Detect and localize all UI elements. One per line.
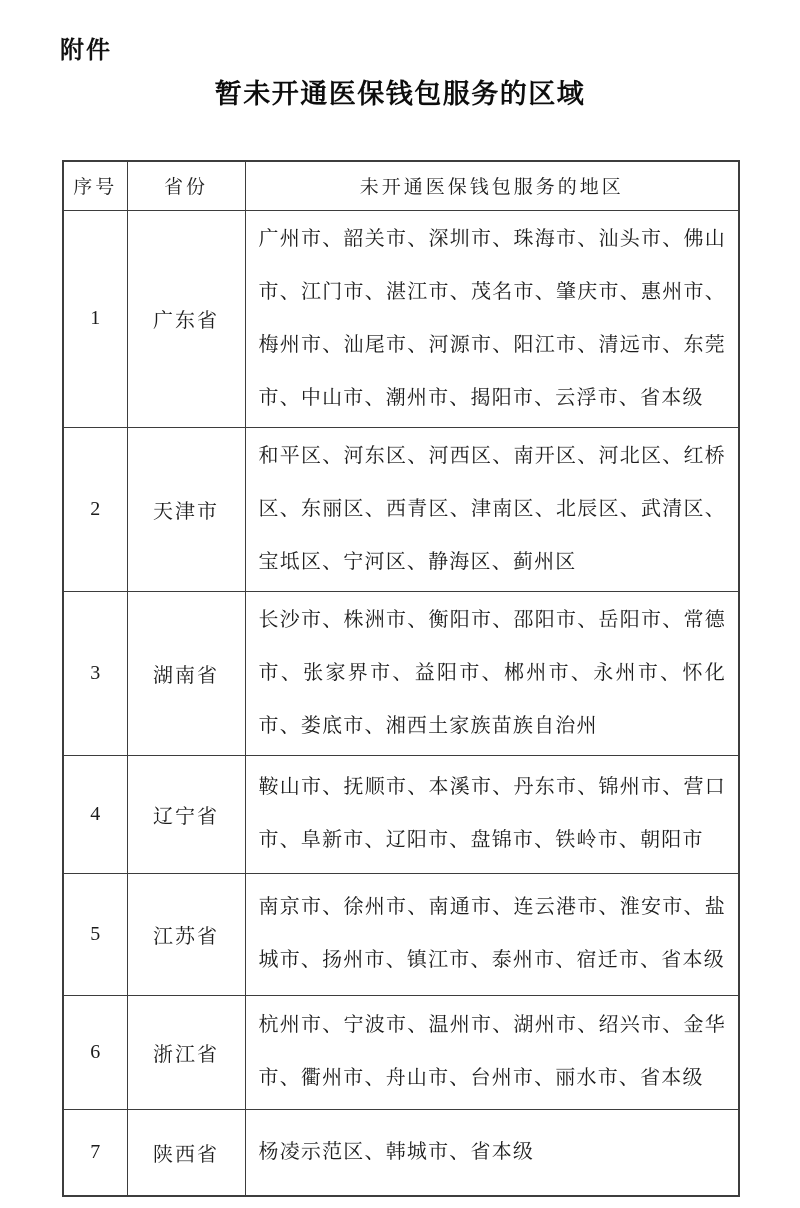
- row-number: 2: [63, 427, 127, 591]
- column-header-province: 省份: [127, 161, 245, 210]
- province-cell: 湖南省: [127, 591, 245, 755]
- province-cell: 天津市: [127, 427, 245, 591]
- province-cell: 辽宁省: [127, 755, 245, 873]
- column-header-regions: 未开通医保钱包服务的地区: [245, 161, 739, 210]
- table-row: [63, 591, 739, 755]
- row-number: 4: [63, 755, 127, 873]
- row-number: 1: [63, 210, 127, 427]
- regions-cell: 杭州市、宁波市、温州市、湖州市、绍兴市、金华市、衢州市、舟山市、台州市、丽水市、省本级: [245, 995, 739, 1109]
- column-header-serial: 序号: [63, 161, 127, 210]
- province-cell: 浙江省: [127, 995, 245, 1109]
- table-header-row: [63, 161, 739, 210]
- regions-cell: 广州市、韶关市、深圳市、珠海市、汕头市、佛山市、江门市、湛江市、茂名市、肇庆市、惠州市、梅州市、汕尾市、河源市、阳江市、清远市、东莞市、中山市、潮州市、揭阳市、云浮市、省本级: [245, 210, 739, 427]
- regions-cell: 鞍山市、抚顺市、本溪市、丹东市、锦州市、营口市、阜新市、辽阳市、盘锦市、铁岭市、朝阳市: [245, 755, 739, 873]
- regions-cell: 长沙市、株洲市、衡阳市、邵阳市、岳阳市、常德市、张家界市、益阳市、郴州市、永州市、怀化市、娄底市、湘西土家族苗族自治州: [245, 591, 739, 755]
- table-row: [63, 210, 739, 427]
- regions-cell: 杨凌示范区、韩城市、省本级: [245, 1109, 739, 1196]
- attachment-label: 附件: [60, 38, 112, 64]
- regions-cell: 和平区、河东区、河西区、南开区、河北区、红桥区、东丽区、西青区、津南区、北辰区、武清区、宝坻区、宁河区、静海区、蓟州区: [245, 427, 739, 591]
- province-cell: 江苏省: [127, 873, 245, 995]
- page-title: 暂未开通医保钱包服务的区域: [214, 79, 586, 109]
- table-row: [63, 1109, 739, 1196]
- row-number: 3: [63, 591, 127, 755]
- row-number: 5: [63, 873, 127, 995]
- row-number: 6: [63, 995, 127, 1109]
- province-cell: 广东省: [127, 210, 245, 427]
- row-number: 7: [63, 1109, 127, 1196]
- table-row: [63, 427, 739, 591]
- table-row: [63, 873, 739, 995]
- table-row: [63, 995, 739, 1109]
- regions-cell: 南京市、徐州市、南通市、连云港市、淮安市、盐城市、扬州市、镇江市、泰州市、宿迁市、省本级: [245, 873, 739, 995]
- regions-table: [62, 160, 740, 1197]
- table-row: [63, 755, 739, 873]
- province-cell: 陕西省: [127, 1109, 245, 1196]
